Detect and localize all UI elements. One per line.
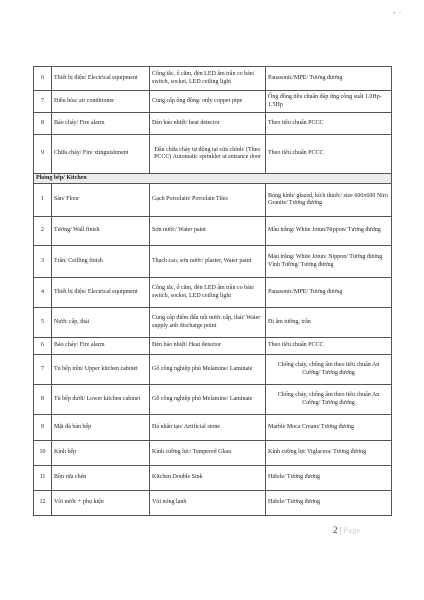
row-description: Công tắc, ổ cắm, đèn LED âm trần co bản/ switch, socket, LED ceiling light bbox=[150, 278, 266, 308]
row-number: 10 bbox=[34, 441, 52, 466]
table-row bbox=[34, 246, 392, 278]
page-separator: | bbox=[339, 525, 342, 535]
page-number-value: 2 bbox=[333, 525, 338, 535]
row-description: Gạch Porcelain/ Porcelain Tiles bbox=[150, 184, 266, 217]
table-row bbox=[34, 466, 392, 491]
row-item: Mặt đá bàn bếp bbox=[52, 415, 150, 441]
table-row bbox=[34, 491, 392, 516]
row-description: Đầu chữa cháy tự động tại cửa chính/ (Theo PCCC) Automatic sprinkler at entrance door bbox=[150, 135, 266, 174]
row-item: Thiết bị điện/ Electrical equipment bbox=[52, 67, 150, 91]
row-description: Cung cấp ống đồng/ only copper pipe bbox=[150, 91, 266, 113]
page-word: Page bbox=[343, 526, 361, 535]
row-description: Đèn báo nhiệt/ Heat detector bbox=[150, 338, 266, 355]
table-row bbox=[34, 338, 392, 355]
row-item: Trần/ Ceilling finish bbox=[52, 246, 150, 278]
row-description: Kitchen Double Sink bbox=[150, 466, 266, 491]
row-brand: Kính cường lực Viglacera/ Tương đương bbox=[266, 441, 392, 466]
row-description: Gỗ công nghiệp phủ Melamine/ Laminate bbox=[150, 355, 266, 385]
table-row bbox=[34, 184, 392, 217]
row-brand: Häfele/ Tương đương bbox=[266, 466, 392, 491]
row-number: 7 bbox=[34, 355, 52, 385]
row-number: 4 bbox=[34, 278, 52, 308]
table-row bbox=[34, 441, 392, 466]
table-row bbox=[34, 278, 392, 308]
row-brand: Theo tiêu chuẩn PCCC bbox=[266, 338, 392, 355]
row-item: Kính bếp bbox=[52, 441, 150, 466]
row-description: Đèn báo nhiệt/ heat detector bbox=[150, 113, 266, 135]
row-number: 11 bbox=[34, 466, 52, 491]
table-row bbox=[34, 113, 392, 135]
row-brand: Ống đồng tiêu chuẩn đáp ứng công suất 1.0Hp- 1.5Hp bbox=[266, 91, 392, 113]
row-brand: Häfele/ Tương đương bbox=[266, 491, 392, 516]
row-item: Thiết bị điện/ Electrical equipment bbox=[52, 278, 150, 308]
row-description: Thạch cao, sơn nước/ plaster, Water paint bbox=[150, 246, 266, 278]
row-item: Tủ bếp dưới/ Lower kitchen cabinet bbox=[52, 385, 150, 415]
row-item: Sàn/ Floor bbox=[52, 184, 150, 217]
row-number: 3 bbox=[34, 246, 52, 278]
row-number: 5 bbox=[34, 308, 52, 338]
row-item: Tủ bếp trên/ Upper kitchen cabinet bbox=[52, 355, 150, 385]
row-item: Chữa cháy/ Fire xtinguishment bbox=[52, 135, 150, 174]
spec-table bbox=[33, 66, 392, 516]
row-description: Cung cấp điểm đấu nối nước cấp, thải/ Water supply anh discharge point bbox=[150, 308, 266, 338]
row-brand: Panasonic/MPE/ Tương đương bbox=[266, 67, 392, 91]
row-description: Đá nhân tạo/ Artificial stone bbox=[150, 415, 266, 441]
row-description: Công tắc, ổ cắm, đèn LED âm trần co bản/ switch, socket, LED ceiling light bbox=[150, 67, 266, 91]
row-number: 9 bbox=[34, 415, 52, 441]
row-description: Sơn nước/ Water paint bbox=[150, 217, 266, 246]
page-number bbox=[333, 525, 361, 535]
corner-mark: • ʼ bbox=[393, 11, 402, 17]
row-brand: Màu trắng/ White Jotun/Nippon/ Tương đương bbox=[266, 217, 392, 246]
section-header-kitchen bbox=[34, 174, 392, 184]
row-number: 6 bbox=[34, 67, 52, 91]
table-row bbox=[34, 67, 392, 91]
row-number: 9 bbox=[34, 135, 52, 174]
row-number: 8 bbox=[34, 385, 52, 415]
row-item: Báo cháy/ Fire alarm bbox=[52, 113, 150, 135]
table-row bbox=[34, 385, 392, 415]
row-brand: Theo tiêu chuẩn PCCC bbox=[266, 135, 392, 174]
table-row bbox=[34, 415, 392, 441]
table-row bbox=[34, 217, 392, 246]
row-brand: Chống cháy, chống ẩm theo tiêu chuẩn An Cường/ Tương đương bbox=[266, 385, 392, 415]
row-description: Kính cường lực/ Tempered Glass bbox=[150, 441, 266, 466]
row-item: Vòi nước + phụ kiện bbox=[52, 491, 150, 516]
row-brand: Bóng kính/ glazed, kích thuớc/ size 600x600 Niro Granite/ Tương đương bbox=[266, 184, 392, 217]
row-description: Gỗ công nghiệp phủ Melamine/ Laminate bbox=[150, 385, 266, 415]
row-brand: Màu trắng/ White Jotun/ Nippon/ Tương đương Vĩnh Tường/ Tương đương bbox=[266, 246, 392, 278]
section-title: Phòng bếp/ Kitchen bbox=[34, 174, 392, 184]
row-number: 2 bbox=[34, 217, 52, 246]
row-number: 6 bbox=[34, 338, 52, 355]
row-brand: Panasonic/MPE/ Tương đương bbox=[266, 278, 392, 308]
row-description: Vòi nóng lạnh bbox=[150, 491, 266, 516]
row-number: 1 bbox=[34, 184, 52, 217]
row-item: Điều hòa/ air conditioner bbox=[52, 91, 150, 113]
table-row bbox=[34, 91, 392, 113]
table-row bbox=[34, 308, 392, 338]
row-number: 7 bbox=[34, 91, 52, 113]
table-row bbox=[34, 135, 392, 174]
row-brand: Theo tiêu chuẩn PCCC bbox=[266, 113, 392, 135]
row-brand: Marble Moca Cream/ Tương đương bbox=[266, 415, 392, 441]
row-item: Tường/ Wall finish bbox=[52, 217, 150, 246]
table-row bbox=[34, 355, 392, 385]
row-brand: Đi âm tường, trần bbox=[266, 308, 392, 338]
row-number: 12 bbox=[34, 491, 52, 516]
row-item: Bồn rửa chén bbox=[52, 466, 150, 491]
row-brand: Chống cháy, chống ẩm theo tiêu chuẩn An Cường/ Tương đương bbox=[266, 355, 392, 385]
row-item: Báo cháy/ Fire alarm bbox=[52, 338, 150, 355]
row-number: 8 bbox=[34, 113, 52, 135]
row-item: Nước cấp, thải bbox=[52, 308, 150, 338]
